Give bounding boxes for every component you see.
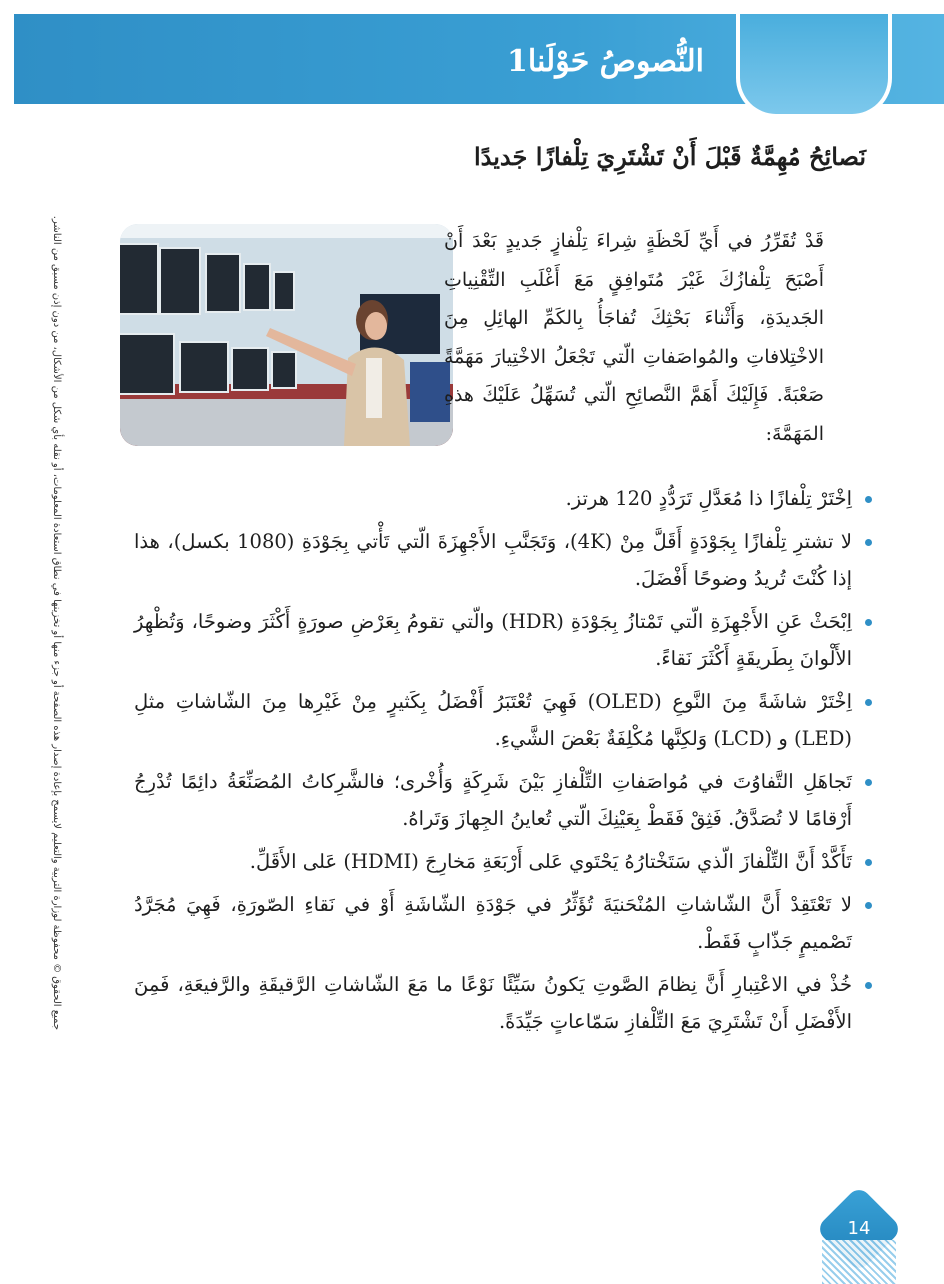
list-item (134, 966, 874, 1040)
decorative-pattern (822, 1240, 896, 1284)
tip-text: لا تشترِ تِلْفازًا بِجَوْدَةٍ أَقَلَّ مِنْ (4K)، وَتَجَنَّبِ الأَجْهِزَةَ الّتي تَأْتي بِجَوْدَةِ (1080 بكسل)، هذا إذا كُنْتَ تُريدُ وضوحًا أَفْضَلَ. (134, 530, 852, 590)
section-title: النُّصوصُ حَوْلَنا1 (506, 44, 704, 79)
intro-paragraph: قَدْ تُقَرِّرُ في أَيِّ لَحْظَةٍ شِراءَ تِلْفازٍ جَديدٍ بَعْدَ أَنْ أَصْبَحَ تِلْفازُكَ غَيْرَ مُتَوافِقٍ مَعَ أَغْلَبِ التِّقْنِياتِ الجَديدَةِ، وَأَثْناءَ بَحْثِكَ تُفاجَأُ بِالكَمِّ الهائِلِ مِنَ الاخْتِلافاتِ والمُواصَفاتِ الّتي تَجْعَلُ الاخْتِيارَ مَهَمَّةً صَعْبَةً. فَإِلَيْكَ أَهَمَّ النَّصائِحِ الّتي تُسَهِّلُ عَلَيْكَ هذهِ المَهَمَّةَ: (444, 230, 824, 445)
tip-text: اِخْتَرْ تِلْفازًا ذا مُعَدَّلِ تَرَدُّدٍ 120 هرتز. (565, 487, 852, 510)
bullet-dot-icon (865, 699, 872, 706)
list-item (134, 763, 874, 837)
bullet-dot-icon (865, 539, 872, 546)
article-title: نَصائِحُ مُهِمَّةٌ قَبْلَ أَنْ تَشْتَرِيَ تِلْفازًا جَديدًا (473, 142, 866, 171)
header-tab-decoration (736, 14, 892, 118)
store-photo (120, 224, 453, 446)
list-item (134, 603, 874, 677)
header-band (14, 14, 944, 104)
list-item (134, 886, 874, 960)
tip-text: اِبْحَثْ عَنِ الأَجْهِزَةِ الّتي تَمْتازُ بِجَوْدَةِ (HDR) والّتي تقومُ بِعَرْضِ صورَةٍ أَكْثَرَ وضوحًا، وَتُظْهِرُ الأَلْوانَ بِطَريقَةٍ أَكْثَرَ نَقاءً. (134, 610, 852, 670)
bullet-dot-icon (865, 496, 872, 503)
tips-list (134, 480, 874, 1046)
bullet-dot-icon (865, 779, 872, 786)
tip-text: خُذْ في الاعْتِبارِ أَنَّ نِظامَ الصَّوتِ يَكونُ سَيِّئًا نَوْعًا ما مَعَ الشّاشاتِ الرَّقيقَةِ والرَّفيعَةِ، فَمِنَ الأَفْضَلِ أَنْ تَشْتَرِيَ مَعَ التِّلْفازِ سَمّاعاتٍ جَيِّدَةً. (134, 973, 852, 1033)
tip-text: اِخْتَرْ شاشَةً مِنَ النَّوعِ (OLED) فَهِيَ تُعْتَبَرُ أَفْضَلُ بِكَثيرٍ مِنْ غَيْرِها مِنَ الشّاشاتِ مثلِ (LED) و (LCD) وَلكِنَّها مُكْلِفَةٌ بَعْضَ الشَّيءِ. (134, 690, 852, 750)
bullet-dot-icon (865, 859, 872, 866)
list-item (134, 843, 874, 880)
copyright-notice: جميع الحقوق © محفوظة لوزارة التربية والتعليم لايسمح بإعادة إصدار هذه الصفحة أو جزء منها أو تخزينها في نطاق استعادة المعلومات، أو نقله بأي شكل من الأشكال، من دون إذن مسبق من الناشر. (51, 215, 62, 1030)
list-item (134, 480, 874, 517)
tip-text: تَجاهَلِ التَّفاوُتَ في مُواصَفاتِ التِّلْفازِ بَيْنَ شَرِكَةٍ وَأُخْرى؛ فالشَّرِكاتُ المُصَنِّعَةُ دائِمًا تُدْرِجُ أَرْقامًا لا تُصَدَّقُ. فَثِقْ فَقَطْ بِعَيْنِكَ الّتي تُعاينُ الجِهازَ وَتَراهُ. (134, 770, 852, 830)
shopper-tv-store-illustration (120, 224, 453, 446)
bullet-dot-icon (865, 619, 872, 626)
tip-text: تَأَكَّدْ أَنَّ التِّلْفازَ الّذي سَتَخْتارُهُ يَحْتَوي عَلى أَرْبَعَةِ مَخارِجَ (HDMI) عَلى الأَقَلِّ. (249, 850, 852, 873)
bullet-dot-icon (865, 982, 872, 989)
bullet-dot-icon (865, 902, 872, 909)
page-number: 14 (847, 1218, 871, 1239)
list-item (134, 683, 874, 757)
list-item (134, 523, 874, 597)
tip-text: لا تَعْتَقِدْ أَنَّ الشّاشاتِ المُنْحَنيَةَ تُؤَثِّرُ في جَوْدَةِ الشّاشَةِ أَوْ في نَقاءِ الصّورَةِ، فَهِيَ مُجَرَّدُ تَصْميمٍ جَذّابٍ فَقَطْ. (134, 893, 852, 953)
